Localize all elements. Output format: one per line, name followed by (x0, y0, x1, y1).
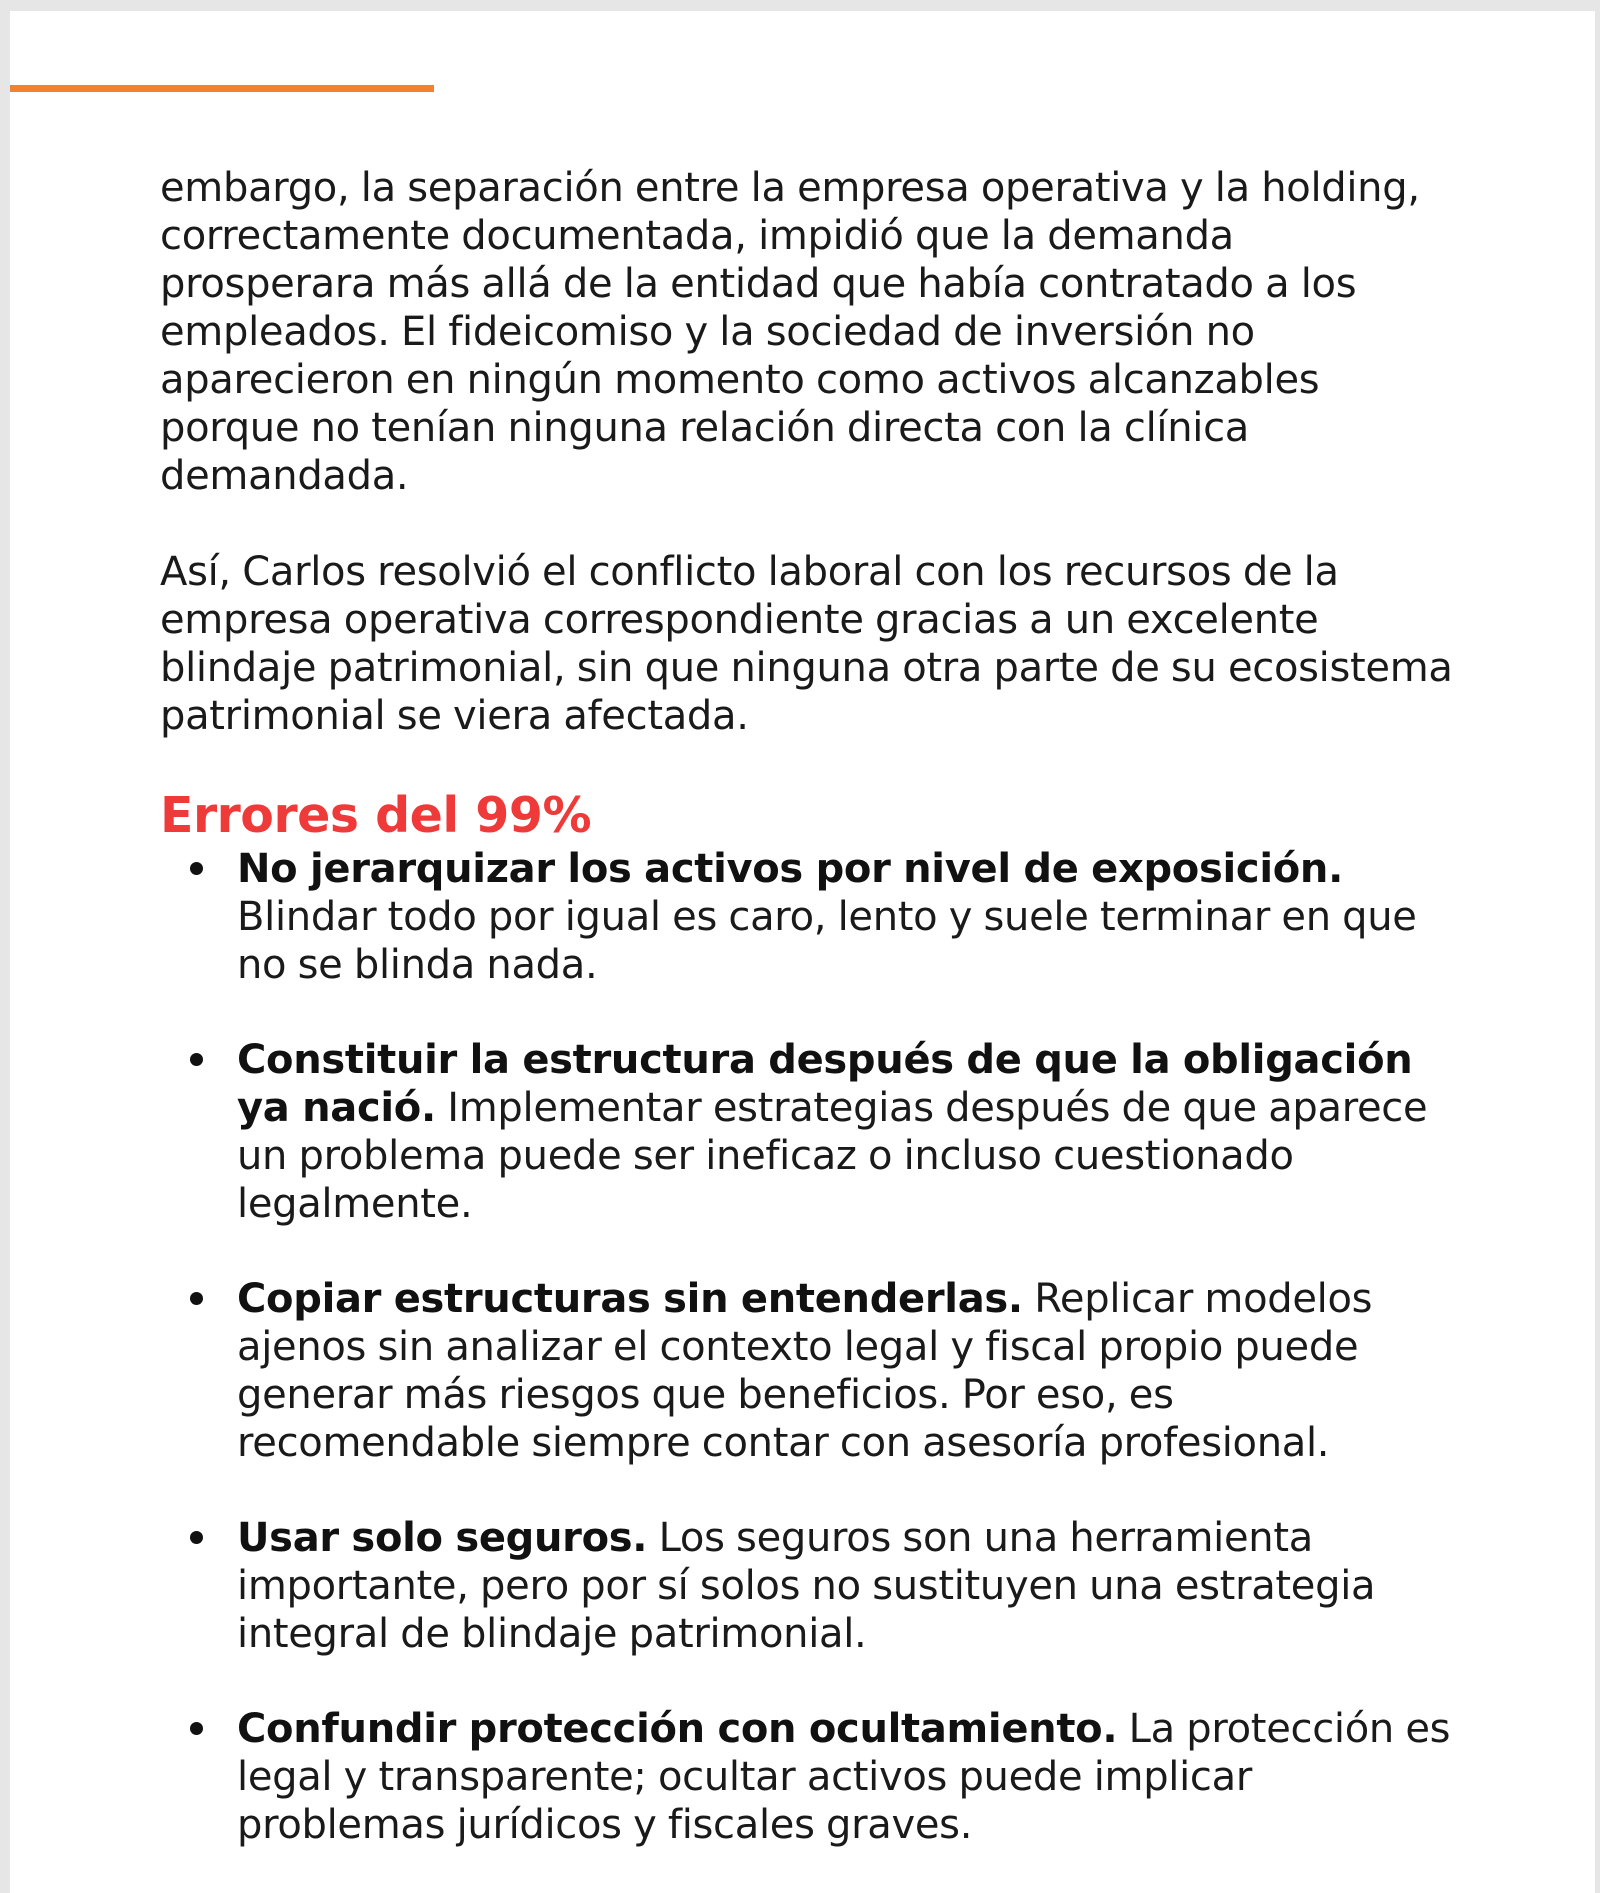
document-body (160, 164, 1460, 1849)
item-text: Implementar estrategias después de que aparece un problema puede ser ineficaz o incluso cuestionado legalmente. (237, 1085, 1428, 1227)
paragraph-carlos-resolution: Así, Carlos resolvió el conflicto laboral con los recursos de la empresa operativa correspondiente gracias a un excelente blindaje patrimonial, sin que ninguna otra parte de su ecosistema patrimonial se viera afectada. (160, 549, 1453, 739)
item-lead: No jerarquizar los activos por nivel de exposición. (237, 846, 1343, 892)
list-item (160, 1275, 1460, 1467)
section-title: Errores del 99% (160, 787, 592, 844)
list-item (160, 1036, 1460, 1228)
bullet-icon (190, 1292, 203, 1305)
item-lead: Constituir la estructura después de que la obligación ya nació. (237, 1037, 1413, 1131)
list-item (160, 1705, 1460, 1849)
item-text: La protección es legal y transparente; ocultar activos puede implicar problemas jurídicos y fiscales graves. (237, 1706, 1451, 1848)
list-item (160, 845, 1460, 989)
accent-rule (10, 85, 434, 92)
bullet-icon (190, 1053, 203, 1066)
bullet-icon (190, 862, 203, 875)
item-lead: Usar solo seguros. (237, 1515, 648, 1561)
item-text: Blindar todo por igual es caro, lento y suele terminar en que no se blinda nada. (237, 894, 1417, 988)
errors-list (160, 845, 1460, 1849)
item-text: Los seguros son una herramienta importante, pero por sí solos no sustituyen una estrategia integral de blindaje patrimonial. (237, 1515, 1376, 1657)
item-lead: Confundir protección con ocultamiento. (237, 1706, 1118, 1752)
list-item (160, 1514, 1460, 1658)
item-text: Replicar modelos ajenos sin analizar el contexto legal y fiscal propio puede generar más riesgos que beneficios. Por eso, es recomendable siempre contar con asesoría profesional. (237, 1276, 1373, 1466)
bullet-icon (190, 1531, 203, 1544)
document-page (10, 11, 1595, 1893)
item-lead: Copiar estructuras sin entenderlas. (237, 1276, 1023, 1322)
bullet-icon (190, 1722, 203, 1735)
paragraph-separation-outcome: embargo, la separación entre la empresa operativa y la holding, correctamente documentada, impidió que la demanda prosperara más allá de la entidad que había contratado a los empleados. El fideicomiso y la sociedad de inversión no aparecieron en ningún momento como activos alcanzables porque no tenían ninguna relación directa con la clínica demandada. (160, 165, 1420, 499)
